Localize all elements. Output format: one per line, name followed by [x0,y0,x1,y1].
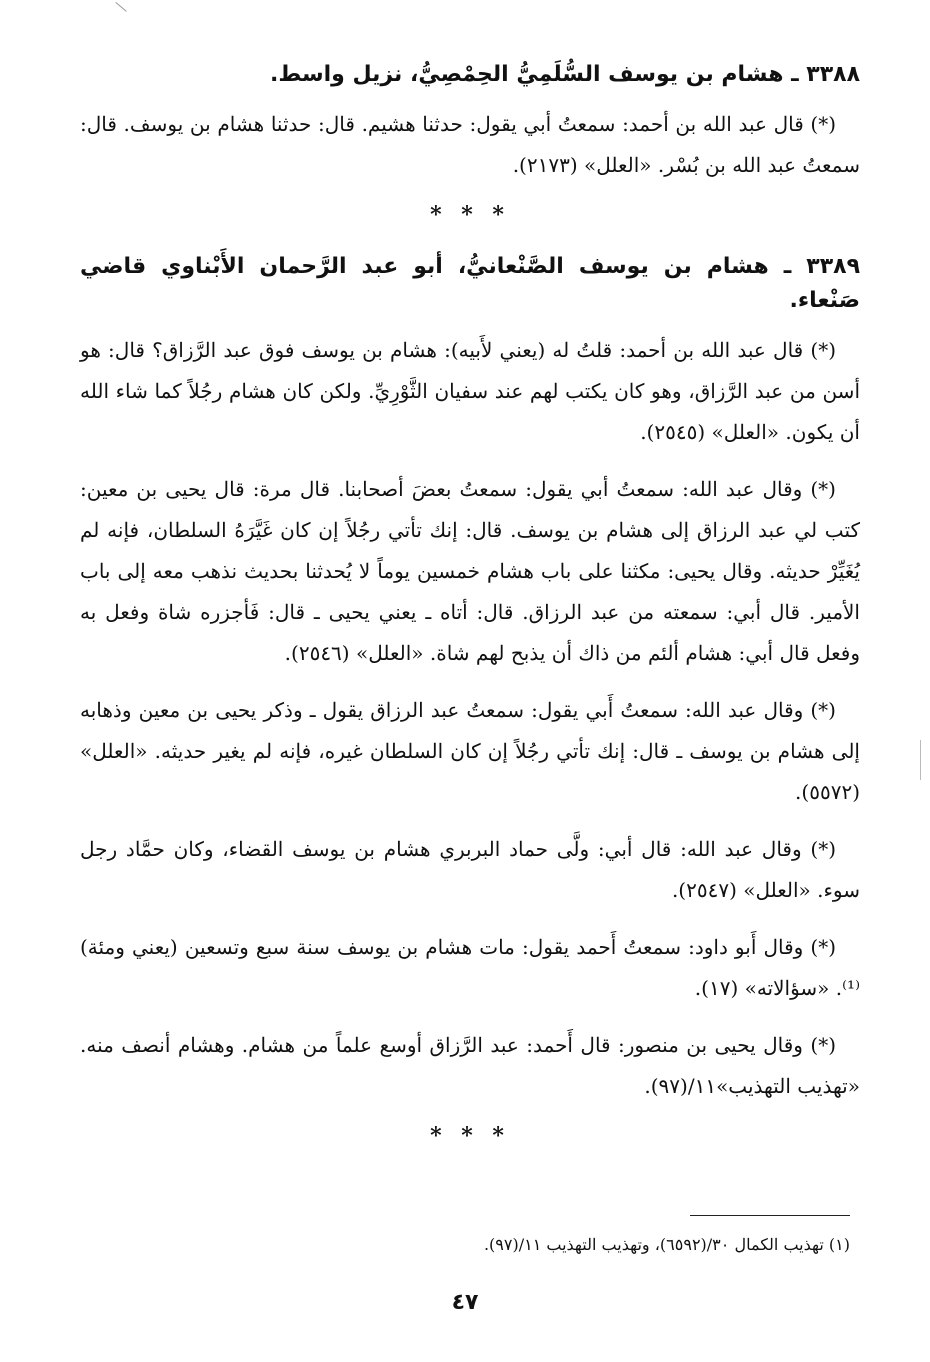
entry-3389 [80,250,860,1107]
entry-paragraph: (*) وقال أَبو داود: سمعتُ أَحمد يقول: مات هشام بن يوسف سنة سبع وتسعين (يعني ومئة)⁽¹⁾. «سؤالاته» (١٧). [80,935,860,1000]
entry-title: ٣٣٨٩ ـ هشام بن يوسف الصَّنْعانيُّ، أبو عبد الرَّحمان الأَبْناوي قاضي صَنْعاء. [80,254,860,313]
entry-3388 [80,58,860,186]
entry-paragraph: (*) وقال عبد الله: قال أبي: ولَّى حماد البربري هشام بن يوسف القضاء، وكان حمَّاد رجل سوء. «العلل» (٢٥٤٧). [80,837,860,902]
page-number: ٤٧ [451,1290,479,1315]
footnote: (١) تهذيب الكمال ٣٠/(٦٥٩٢)، وتهذيب التهذيب ١١/(٩٧). [483,1235,850,1254]
entry-title: ٣٣٨٨ ـ هشام بن يوسف السُّلَمِيُّ الحِمْصِيُّ، نزيل واسط. [270,62,860,87]
section-separator: * * * [430,202,510,228]
page-body [80,50,860,1171]
entry-paragraph: (*) وقال عبد الله: سمعتُ أَبي يقول: سمعتُ عبد الرزاق يقول ـ وذكر يحيى بن معين وذهابه إلى هشام بن يوسف ـ قال: إنك تأتي رجُلاً إن كان السلطان غيره، فإنه لم يغير حديثه. «العلل» (٥٥٧٢). [80,698,860,804]
entry-paragraph: (*) قال عبد الله بن أحمد: قلتُ له (يعني لأَبيه): هشام بن يوسف فوق عبد الرَّزاق؟ قال: هو أسن من عبد الرَّزاق، وهو كان يكتب لهم عند سفيان الثَّوْرِيِّ. ولكن كان هشام رجُلاً كما شاء الله أن يكون. «العلل» (٢٥٤٥). [80,338,860,444]
entry-paragraph: (*) وقال يحيى بن منصور: قال أَحمد: عبد الرَّزاق أوسع علماً من هشام. وهشام أنصف منه. «تهذيب التهذيب»١١/(٩٧). [80,1033,860,1098]
scan-edge-mark [920,740,921,780]
section-separator: * * * [430,1123,510,1149]
entry-paragraph: (*) وقال عبد الله: سمعتُ أبي يقول: سمعتُ بعضَ أصحابنا. قال مرة: قال يحيى بن معين: كتب لي عبد الرزاق إلى هشام بن يوسف. قال: إنك تأتي رجُلاً إن كان غَيَّرَهُ السلطان، فإنه لم يُغَيِّرْ حديثه. وقال يحيى: مكثنا على باب هشام خمسين يوماً لا يُحدثنا بحديث نذهب معه إلى باب الأمير. قال أبي: سمعته من عبد الرزاق. قال: أتاه ـ يعني يحيى ـ قال: فَأجزره شاة وفعل به وفعل قال أبي: هشام ألئم من ذاك أن يذبح لهم شاة. «العلل» (٢٥٤٦). [80,477,860,665]
scan-artifact [108,2,127,21]
entry-paragraph: (*) قال عبد الله بن أحمد: سمعتُ أبي يقول: حدثنا هشيم. قال: حدثنا هشام بن يوسف. قال: سمعتُ عبد الله بن بُسْر. «العلل» (٢١٧٣). [80,112,860,177]
footnote-divider [690,1215,850,1216]
